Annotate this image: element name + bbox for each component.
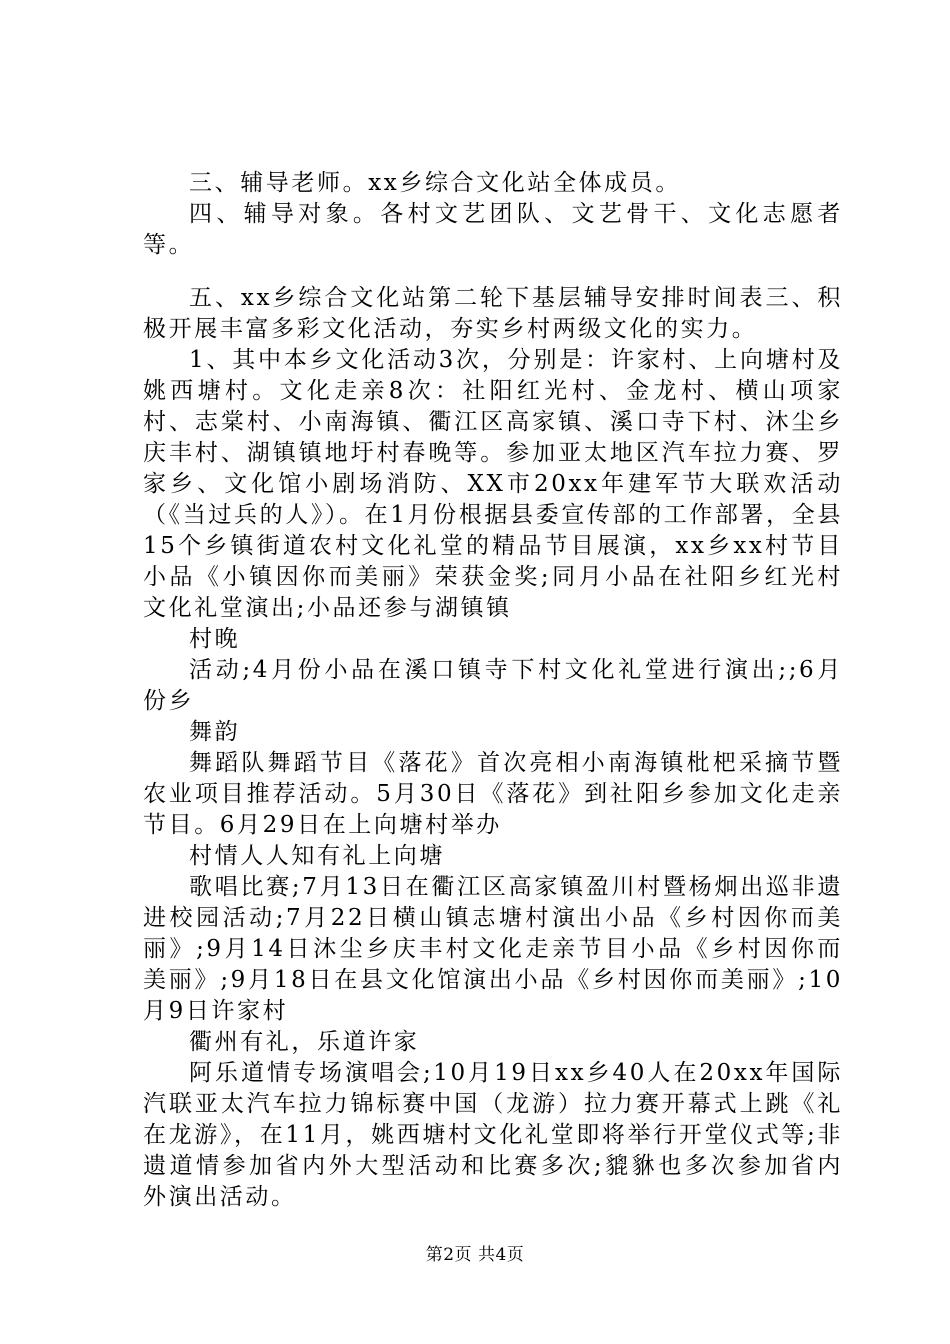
paragraph-village-courtesy: 村情人人知有礼上向塘 [189,843,445,869]
paragraph-dance-team: 舞蹈队舞蹈节目《落花》首次亮相小南海镇枇杷采摘节暨农业项目推荐活动。5月30日《落花》到社阳乡参加文化走亲节目。6月29日在上向塘村举办 [143,750,843,838]
paragraph-concert: 阿乐道情专场演唱会;10月19日xx乡40人在20xx年国际汽联亚太汽车拉力锦标赛中国（龙游）拉力赛开幕式上跳《礼在龙游》，在11月，姚西塘村文化礼堂即将举行开堂仪式等;非遗道情参加省内外大型活动和比赛多次;貔貅也多次参加省内外演出活动。 [143,1060,843,1210]
paragraph-quzhou-courtesy: 衢州有礼，乐道许家 [189,1029,420,1055]
paragraph-dance-charm: 舞韵 [189,719,241,745]
page-number-footer: 第2页 共4页 [425,1245,525,1265]
document-body [143,168,843,1213]
paragraph-april-performance: 活动;4月份小品在溪口镇寺下村文化礼堂进行演出;;6月份乡 [143,657,843,714]
paragraph-singing-contest: 歌唱比赛;7月13日在衢江区高家镇盈川村暨杨炯出巡非遗进校园活动;7月22日横山镇志塘村演出小品《乡村因你而美丽》;9月14日沐尘乡庆丰村文化走亲节目小品《乡村因你而美丽》;9月18日在县文化馆演出小品《乡村因你而美丽》;10月9日许家村 [143,874,843,1024]
paragraph-village-gala: 村晚 [189,626,241,652]
paragraph-activities: 1、其中本乡文化活动3次，分别是：许家村、上向塘村及姚西塘村。文化走亲8次：社阳红光村、金龙村、横山项家村、志棠村、小南海镇、衢江区高家镇、溪口寺下村、沐尘乡庆丰村、湖镇镇地圩村春晚等。参加亚太地区汽车拉力赛、罗家乡、文化馆小剧场消防、XX市20xx年建军节大联欢活动（《当过兵的人》）。在1月份根据县委宣传部的工作部署，全县15个乡镇街道农村文化礼堂的精品节目展演，xx乡xx村节目小品《小镇因你而美丽》荣获金奖;同月小品在社阳乡红光村文化礼堂演出;小品还参与湖镇镇 [143,347,843,621]
paragraph-schedule: 五、xx乡综合文化站第二轮下基层辅导安排时间表三、积极开展丰富多彩文化活动，夯实乡村两级文化的实力。 [143,285,843,342]
paragraph-targets: 四、辅导对象。各村文艺团队、文艺骨干、文化志愿者等。 [143,201,843,258]
paragraph-gap [143,261,843,283]
paragraph-tutors: 三、辅导老师。xx乡综合文化站全体成员。 [189,170,681,196]
